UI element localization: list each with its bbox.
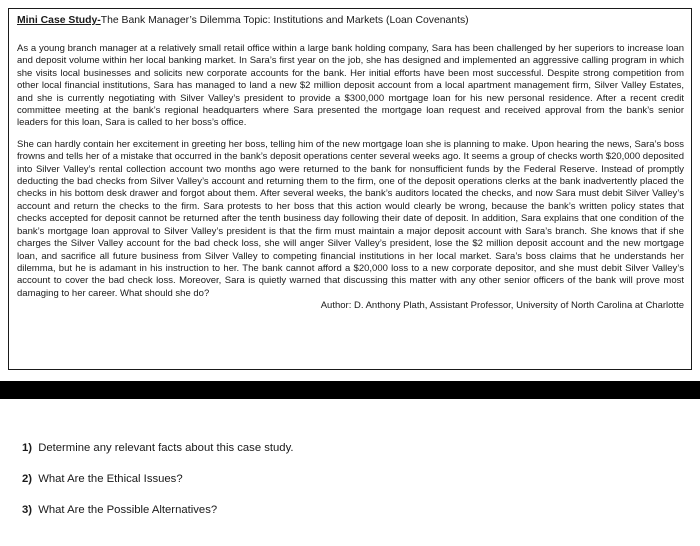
case-title (17, 14, 684, 28)
question-1 (22, 441, 682, 455)
case-title-topic: The Bank Manager’s Dilemma Topic: Institutions and Markets (Loan Covenants) (100, 15, 469, 26)
author-credit: Author: D. Anthony Plath, Assistant Professor, University of North Carolina at Charlotte (320, 300, 684, 312)
question-3 (22, 503, 682, 517)
case-title-lead: Mini Case Study- (17, 15, 101, 26)
case-paragraph-1: As a young branch manager at a relatively small retail office within a large bank holding company, Sara has been challenged by her superiors to increase loan and deposit volume within her local banking market. In Sara’s first year on the job, she has designed and implemented an aggressive calling program in which she visits local businesses and solicits new corporate accounts for the bank. Her initial efforts have been most successful. Despite strong competition from other local financial institutions, Sara has managed to land a new $2 million deposit account from a local apartment management firm, Silver Valley Estates, and she is currently negotiating with Silver Valley’s president to provide a $300,000 mortgage loan for his new personal residence. After a recent credit committee meeting at the bank’s regional headquarters where Sara presented the mortgage loan request and received approval from the bank’s senior leaders for this loan, Sara is called to her boss’s office. (17, 43, 684, 129)
question-list (22, 441, 682, 517)
question-2-text: What Are the Ethical Issues? (38, 473, 183, 485)
section-divider-bar (0, 381, 700, 399)
case-paragraph-2: She can hardly contain her excitement in greeting her boss, telling him of the new mortgage loan she is planning to make. Upon hearing the news, Sara’s boss frowns and tells her of a mistake that occurred in the bank’s deposit operations center several weeks ago. It seems a group of checks worth $20,000 deposited into Silver Valley’s rental collection account two months ago were returned to the bank for nonsufficient funds by the Federal Reserve. Instead of promptly deducting the bad checks from Silver Valley’s account and returning them to the firm, one of the deposit operations clerks at the bank inadvertently placed the checks in his bottom desk drawer and forgot about them. After several weeks, the bank’s auditors located the checks, and now Sara must debit Silver Valley’s account and return the checks to the firm. Sara protests to her boss that this action would clearly be wrong, because the bank’s written policy states that checks accepted for deposit cannot be returned after the tenth business day following their date of deposit. In addition, Sara explains that one condition of the bank’s mortgage loan approval to Silver Valley’s president is that the firm must maintain a major deposit account with Sara’s branch. She knows that if she charges the Silver Valley account for the bad check loss, she will anger Silver Valley’s president, lose the $2 million deposit account and the new mortgage loan, and sacrifice all future business from Silver Valley to competing financial institutions in her local market. Sara’s boss claims that he understands her dilemma, but he is adamant in his instruction to her. The bank cannot afford a $20,000 loss to a new corporate depositor, and she must debit Silver Valley’s account to cover the bad check loss. Moreover, Sara is quietly warned that discussing this matter with any other senior officers of the bank will prove most damaging to her career. What should she do? (17, 138, 684, 299)
question-1-number: 1) (22, 442, 33, 454)
question-3-number: 3) (22, 504, 33, 516)
question-1-text: Determine any relevant facts about this case study. (38, 442, 294, 454)
case-study-box (8, 8, 692, 370)
question-3-text: What Are the Possible Alternatives? (38, 504, 218, 516)
question-2-number: 2) (22, 473, 33, 485)
question-2 (22, 472, 682, 486)
